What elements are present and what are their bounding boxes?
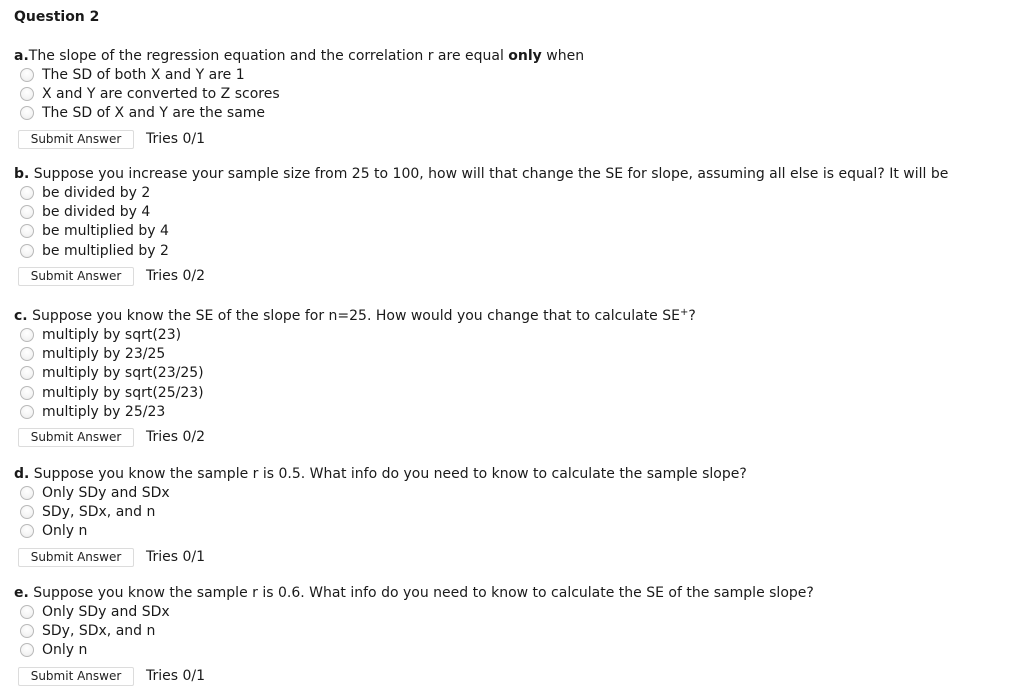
option-label: The SD of X and Y are the same: [42, 105, 266, 122]
radio-button[interactable]: [20, 224, 34, 238]
question-text: The slope of the regression equation and the correlation r are equal: [28, 48, 509, 64]
option-a2[interactable]: [14, 85, 1014, 104]
option-label: multiply by sqrt(25/23): [42, 384, 204, 401]
submit-row: [14, 427, 1014, 453]
tries-count: Tries 0/1: [146, 667, 206, 684]
question-text: Suppose you know the SE of the slope for n=25. How would you change that to calculate SE: [27, 308, 680, 324]
submit-answer-button[interactable]: Submit Answer: [18, 667, 134, 686]
submit-row: [14, 547, 1014, 573]
question-a: [14, 47, 1014, 155]
option-label: Only SDy and SDx: [42, 485, 170, 501]
option-c2[interactable]: [14, 345, 1014, 364]
option-label: SDy, SDx, and n: [42, 623, 156, 640]
page-title: Question 2: [14, 9, 100, 25]
question-e: [14, 584, 1014, 692]
question-label: a.: [14, 48, 29, 64]
radio-button[interactable]: [20, 605, 34, 619]
option-b4[interactable]: [14, 242, 1014, 261]
submit-row: [14, 129, 1014, 155]
option-label: multiply by 25/23: [42, 403, 166, 420]
tries-count: Tries 0/1: [146, 130, 206, 147]
option-a1[interactable]: [14, 66, 1014, 85]
tries-count: Tries 0/1: [146, 548, 206, 565]
option-label: be divided by 4: [42, 204, 151, 221]
option-label: multiply by sqrt(23/25): [42, 365, 204, 382]
question-d: [14, 465, 1014, 573]
question-text: Suppose you increase your sample size from 25 to 100, how will that change the SE for slope, assuming all else is equal? It will be: [29, 166, 949, 182]
radio-button[interactable]: [20, 87, 34, 101]
question-e-text: [14, 584, 1014, 603]
question-c-text: [14, 307, 1014, 326]
option-d1[interactable]: [14, 484, 1014, 503]
option-c3[interactable]: [14, 364, 1014, 383]
option-d2[interactable]: [14, 503, 1014, 522]
question-b-text: [14, 165, 1014, 184]
question-text-end: ?: [688, 308, 696, 324]
submit-answer-button[interactable]: Submit Answer: [18, 428, 134, 447]
option-b3[interactable]: [14, 222, 1014, 241]
option-d3[interactable]: [14, 522, 1014, 541]
question-c: [14, 307, 1014, 453]
option-label: SDy, SDx, and n: [42, 504, 156, 521]
superscript: +: [679, 307, 689, 318]
radio-button[interactable]: [20, 405, 34, 419]
question-text-end: when: [541, 48, 585, 64]
option-b1[interactable]: [14, 184, 1014, 203]
radio-button[interactable]: [20, 505, 34, 519]
question-label: b.: [14, 166, 30, 182]
radio-button[interactable]: [20, 386, 34, 400]
radio-button[interactable]: [20, 347, 34, 361]
option-label: X and Y are converted to Z scores: [42, 86, 280, 103]
option-label: Only n: [42, 642, 88, 659]
radio-button[interactable]: [20, 524, 34, 538]
submit-answer-button[interactable]: Submit Answer: [18, 130, 134, 149]
submit-answer-button[interactable]: Submit Answer: [18, 548, 134, 567]
question-d-text: [14, 465, 1014, 484]
radio-button[interactable]: [20, 486, 34, 500]
question-label: e.: [14, 585, 29, 601]
option-label: multiply by sqrt(23): [42, 327, 182, 343]
option-a3[interactable]: [14, 104, 1014, 123]
submit-answer-button[interactable]: Submit Answer: [18, 267, 134, 286]
submit-row: [14, 266, 1014, 292]
option-c5[interactable]: [14, 403, 1014, 422]
radio-button[interactable]: [20, 328, 34, 342]
option-label: be multiplied by 4: [42, 223, 169, 240]
question-label: c.: [14, 308, 28, 324]
option-label: The SD of both X and Y are 1: [42, 67, 245, 83]
submit-row: [14, 666, 1014, 692]
radio-button[interactable]: [20, 106, 34, 120]
question-label: d.: [14, 466, 30, 482]
radio-button[interactable]: [20, 244, 34, 258]
option-label: Only SDy and SDx: [42, 604, 170, 620]
option-b2[interactable]: [14, 203, 1014, 222]
option-e2[interactable]: [14, 622, 1014, 641]
question-text: Suppose you know the sample r is 0.6. What info do you need to know to calculate the SE of the sample slope?: [28, 585, 814, 601]
option-c1[interactable]: [14, 326, 1014, 345]
option-c4[interactable]: [14, 384, 1014, 403]
question-a-text: [14, 47, 1014, 66]
tries-count: Tries 0/2: [146, 428, 206, 445]
question-emphasis: only: [508, 48, 542, 64]
option-label: multiply by 23/25: [42, 346, 166, 363]
radio-button[interactable]: [20, 186, 34, 200]
option-e3[interactable]: [14, 641, 1014, 660]
radio-button[interactable]: [20, 643, 34, 657]
tries-count: Tries 0/2: [146, 267, 206, 284]
option-label: Only n: [42, 523, 88, 540]
radio-button[interactable]: [20, 624, 34, 638]
question-b: [14, 165, 1014, 292]
radio-button[interactable]: [20, 205, 34, 219]
radio-button[interactable]: [20, 366, 34, 380]
option-e1[interactable]: [14, 603, 1014, 622]
option-label: be multiplied by 2: [42, 242, 169, 259]
option-label: be divided by 2: [42, 185, 151, 201]
question-text: Suppose you know the sample r is 0.5. What info do you need to know to calculate the sample slope?: [29, 466, 747, 482]
radio-button[interactable]: [20, 68, 34, 82]
